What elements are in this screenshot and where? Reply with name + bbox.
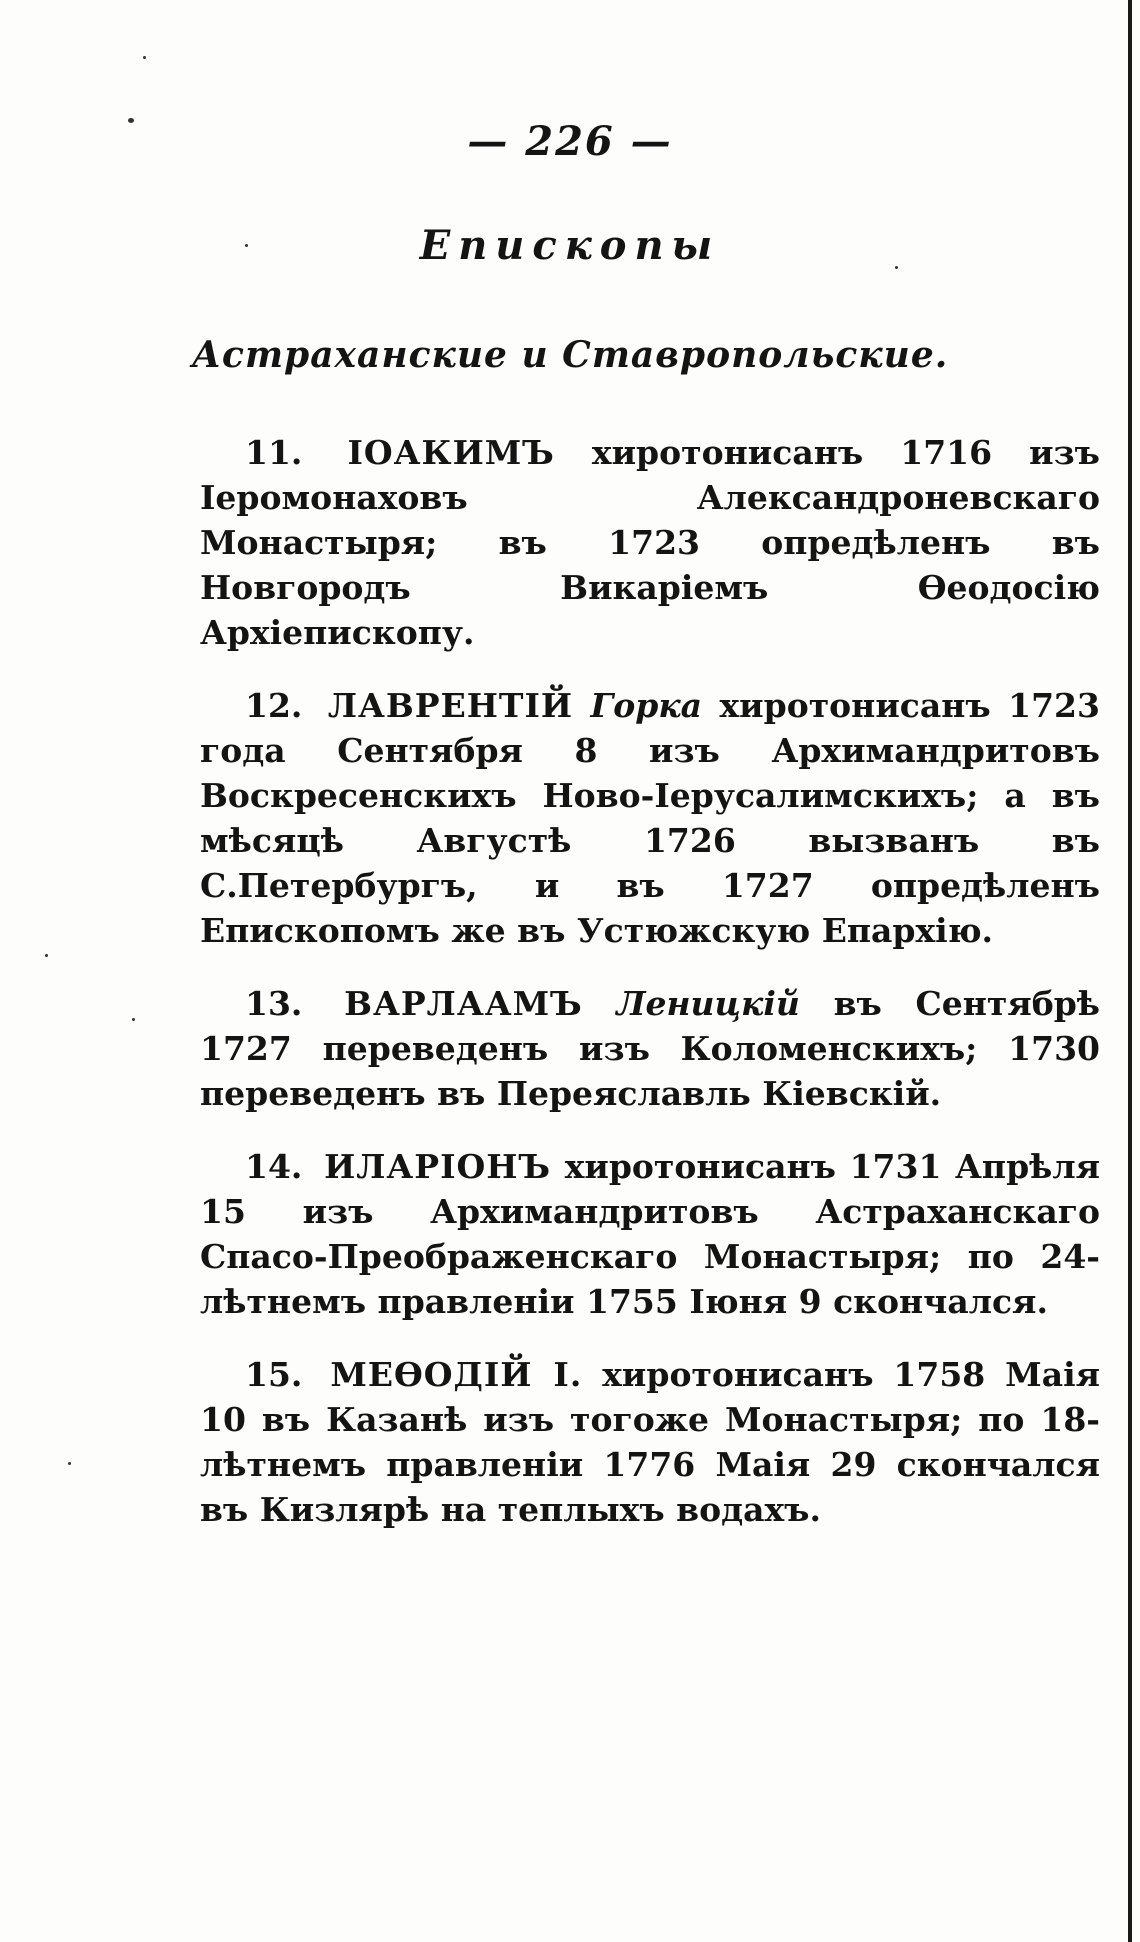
entry-13	[200, 981, 1100, 1116]
scan-speck	[895, 266, 898, 269]
scan-speck	[68, 1462, 71, 1465]
scan-speck	[132, 1018, 135, 1021]
entry-number: 13.	[245, 984, 303, 1023]
scan-speck	[245, 244, 248, 247]
entry-15	[200, 1352, 1100, 1532]
entry-text: въ Сентябрѣ 1727 переведенъ изъ Коломенскихъ; 1730 переведенъ въ Переяславль Кіевскій.	[200, 984, 1100, 1113]
entry-name: ІОАКИМЪ	[347, 433, 555, 472]
section-subtitle: Астраханские и Ставропольские.	[191, 334, 949, 376]
scan-speck	[143, 56, 146, 59]
page-number: — 226 —	[467, 118, 673, 165]
entry-14	[200, 1144, 1100, 1324]
page-edge-rule	[1128, 0, 1132, 1942]
entry-text: хиротонисанъ 1723 года Сентября 8 изъ Архимандритовъ Воскресенскихъ Ново-Іерусалимскихъ; а въ мѣсяцѣ Августѣ 1726 вызванъ въ С.Петербургъ, и въ 1727 опредѣленъ Епископомъ же въ Устюжскую Епархію.	[200, 686, 1100, 950]
scan-speck	[45, 954, 48, 957]
entry-text: хиротонисанъ 1716 изъ Іеромонаховъ Александроневскаго Монастыря; въ 1723 опредѣленъ въ Новгородъ Викаріемъ Ѳеодосію Архіепископу.	[200, 433, 1100, 652]
entry-name: ЛАВРЕНТІЙ	[327, 686, 574, 725]
scan-speck	[128, 118, 134, 123]
entry-surname: Леницкій	[616, 984, 800, 1023]
entry-11	[200, 430, 1100, 655]
entry-text: хиротонисанъ 1758 Маія 10 въ Казанѣ изъ тогоже Монастыря; по 18-лѣтнемъ правленіи 1776 Маія 29 скончался въ Кизлярѣ на теплыхъ водахъ.	[200, 1355, 1100, 1529]
entry-number: 11.	[245, 433, 303, 472]
entry-number: 15.	[245, 1355, 303, 1394]
entry-name: МЕѲОДІЙ I.	[330, 1355, 583, 1394]
entry-surname: Горка	[590, 686, 703, 725]
section-title: Епископы	[419, 222, 721, 269]
entry-text: хиротонисанъ 1731 Апрѣля 15 изъ Архимандритовъ Астраханскаго Спасо-Преображенскаго Монастыря; по 24-лѣтнемъ правленіи 1755 Іюня 9 скончался.	[200, 1147, 1101, 1321]
entry-number: 12.	[245, 686, 303, 725]
entries-list	[200, 430, 1100, 1560]
entry-number: 14.	[245, 1147, 303, 1186]
entry-name: ВАРЛААМЪ	[344, 984, 583, 1023]
entry-name: ИЛАРІОНЪ	[324, 1147, 552, 1186]
entry-12	[200, 683, 1100, 953]
